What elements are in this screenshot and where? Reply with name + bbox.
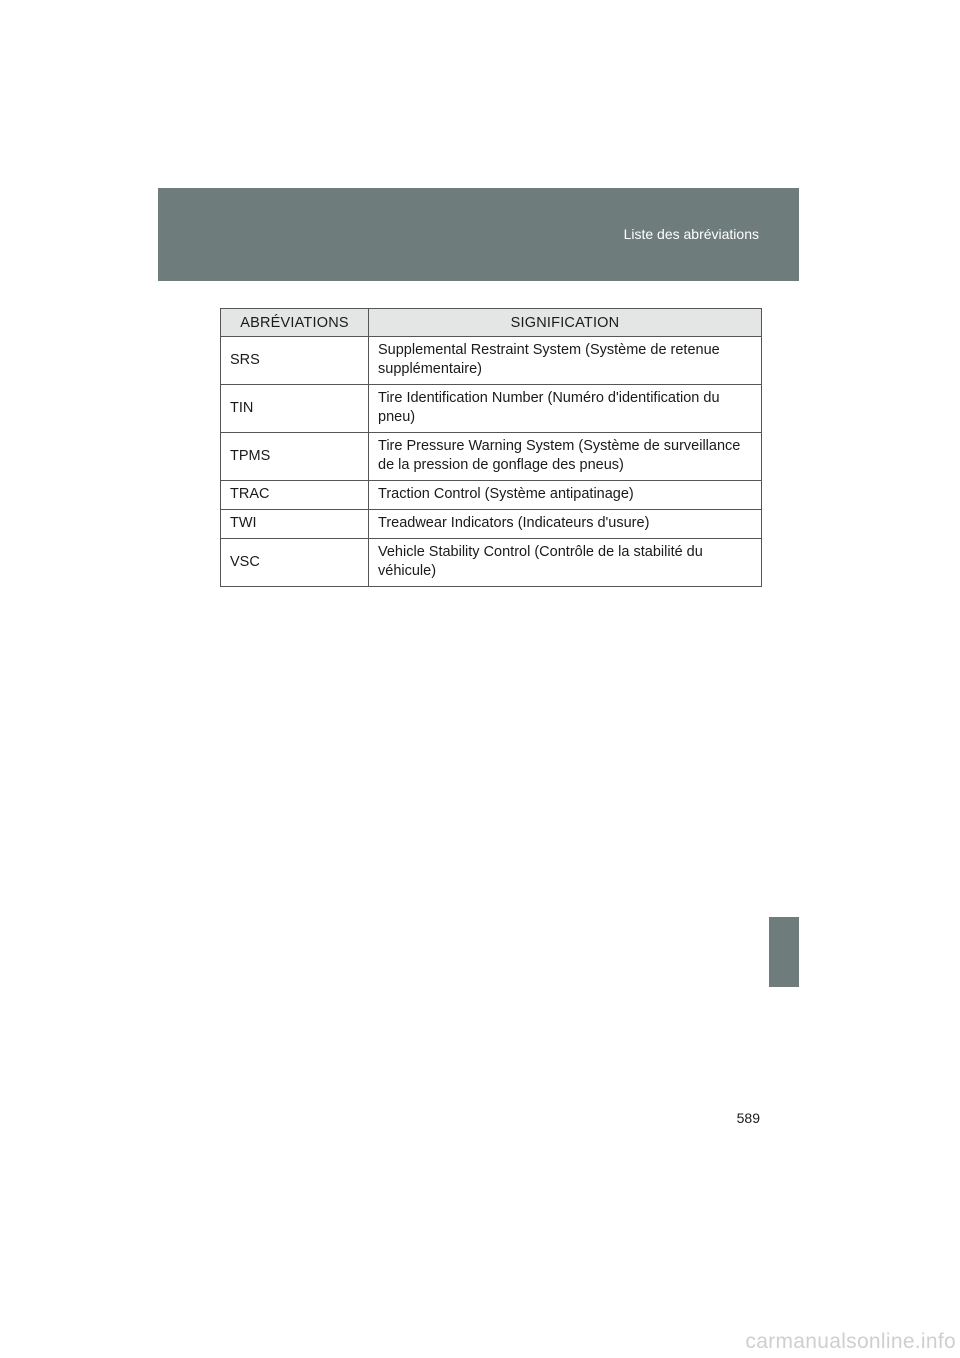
abbreviation-cell: VSC bbox=[221, 539, 369, 587]
table-row bbox=[221, 433, 762, 481]
abbreviation-cell: TRAC bbox=[221, 481, 369, 510]
table-row bbox=[221, 510, 762, 539]
meaning-cell: Vehicle Stability Control (Contrôle de la stabilité du véhicule) bbox=[369, 539, 762, 587]
table-row bbox=[221, 481, 762, 510]
table-row bbox=[221, 385, 762, 433]
section-header-band bbox=[158, 188, 799, 281]
abbreviation-cell: SRS bbox=[221, 337, 369, 385]
table-row bbox=[221, 539, 762, 587]
abbreviation-cell: TPMS bbox=[221, 433, 369, 481]
meaning-cell: Tire Identification Number (Numéro d'identification du pneu) bbox=[369, 385, 762, 433]
meaning-cell: Supplemental Restraint System (Système de retenue supplémentaire) bbox=[369, 337, 762, 385]
meaning-cell: Treadwear Indicators (Indicateurs d'usure) bbox=[369, 510, 762, 539]
meaning-cell: Tire Pressure Warning System (Système de surveillance de la pression de gonflage des pneus) bbox=[369, 433, 762, 481]
abbreviation-cell: TIN bbox=[221, 385, 369, 433]
table-row bbox=[221, 337, 762, 385]
meaning-cell: Traction Control (Système antipatinage) bbox=[369, 481, 762, 510]
chapter-side-tab bbox=[769, 917, 799, 987]
abbreviations-table bbox=[220, 308, 762, 587]
column-header-signification: SIGNIFICATION bbox=[369, 309, 762, 337]
page-number: 589 bbox=[736, 1110, 760, 1126]
abbreviation-cell: TWI bbox=[221, 510, 369, 539]
table-header-row bbox=[221, 309, 762, 337]
watermark-text[interactable]: carmanualsonline.info bbox=[745, 1330, 956, 1353]
section-title: Liste des abréviations bbox=[623, 226, 759, 242]
column-header-abbreviations: ABRÉVIATIONS bbox=[221, 309, 369, 337]
